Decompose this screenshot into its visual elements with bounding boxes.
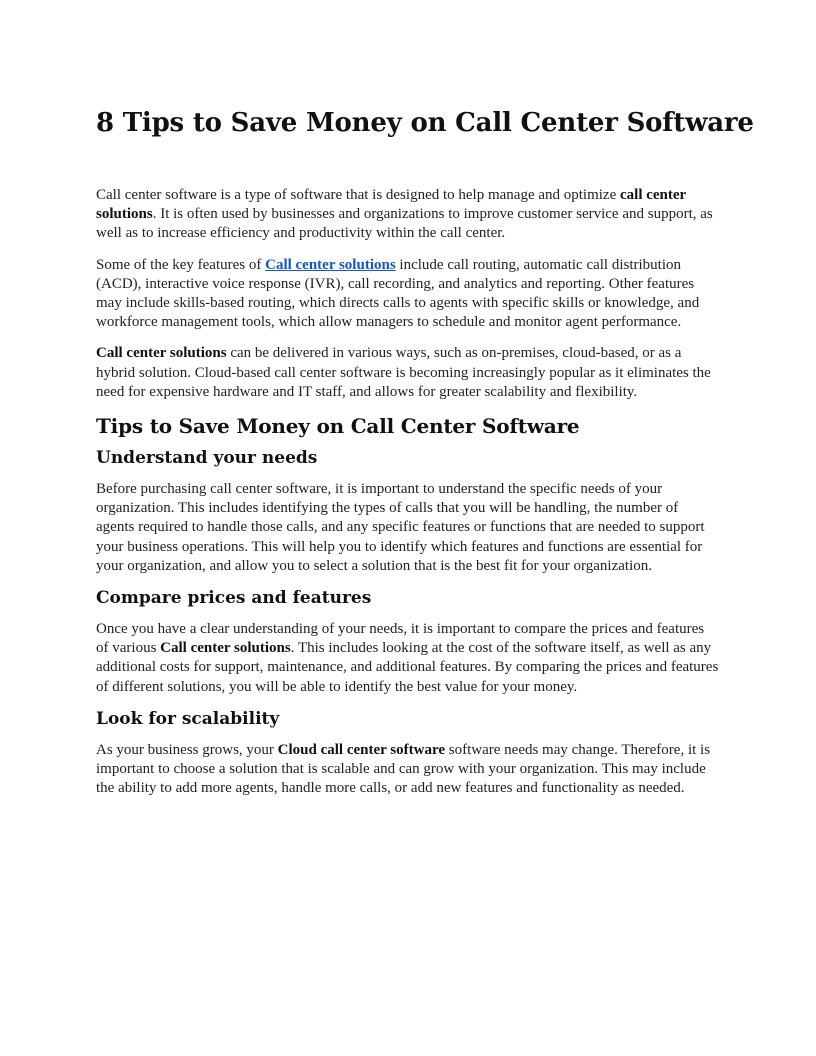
text-run: Once you have a clear understanding of your needs, it is important to compare the prices and features of various <box>96 621 705 657</box>
page-title: 8 Tips to Save Money on Call Center Software <box>96 108 754 138</box>
text-run: can be delivered in various ways, such as on-premises, cloud-based, or as a hybrid solution. Cloud-based call center software is becoming increasingly popular as it eliminates the need for expensive hardware and IT staff, and allows for greater scalability and flexibility. <box>96 345 711 400</box>
call-center-solutions-link[interactable]: Call center solutions <box>265 256 396 273</box>
intro-paragraph-2 <box>96 256 720 333</box>
text-run: Some of the key features of <box>96 256 266 273</box>
section-heading-scalability: Look for scalability <box>96 708 280 729</box>
tips-heading: Tips to Save Money on Call Center Software <box>96 414 580 439</box>
text-run: include call routing, automatic call distribution (ACD), interactive voice response (IVR), call recording, and analytics and reporting. Other features may include skills-based routing, which directs calls to agents with specific skills or knowledge, and workforce management tools, which allow managers to schedule and monitor agent performance. <box>96 256 700 331</box>
section-paragraph-compare <box>96 620 720 697</box>
section-paragraph-needs: Before purchasing call center software, it is important to understand the specific needs of your organization. This includes identifying the types of calls that you will be handling, the number of agents required to handle those calls, and any specific features or functions that are needed to support your business operations. This will help you to identify which features and functions are essential for your organization, and allow you to select a solution that is the best fit for your organization. <box>96 481 705 574</box>
section-heading-compare: Compare prices and features <box>96 588 372 609</box>
intro-paragraph-3 <box>96 344 720 402</box>
bold-text: Cloud call center software <box>277 741 446 758</box>
intro-paragraph-1 <box>96 186 720 244</box>
section-paragraph-scalability <box>96 741 720 799</box>
document-body <box>96 186 720 810</box>
section-heading-needs: Understand your needs <box>96 448 318 469</box>
bold-text: Call center solutions <box>160 640 291 657</box>
text-run: As your business grows, your <box>96 741 278 758</box>
text-run: . It is often used by businesses and organizations to improve customer service and support, as well as to increase efficiency and productivity within the call center. <box>96 206 713 242</box>
text-run: Call center software is a type of software that is designed to help manage and optimize <box>96 187 620 203</box>
text-run: software needs may change. Therefore, it is important to choose a solution that is scalable and can grow with your organization. This may include the ability to add more agents, handle more calls, or add new features and functionality as needed. <box>96 741 711 797</box>
text-run: . This includes looking at the cost of the software itself, as well as any additional costs for support, maintenance, and additional features. By comparing the prices and features of different solutions, you will be able to identify the best value for your money. <box>96 640 719 695</box>
bold-text: call center solutions <box>96 187 686 223</box>
bold-text: Call center solutions <box>96 345 227 362</box>
